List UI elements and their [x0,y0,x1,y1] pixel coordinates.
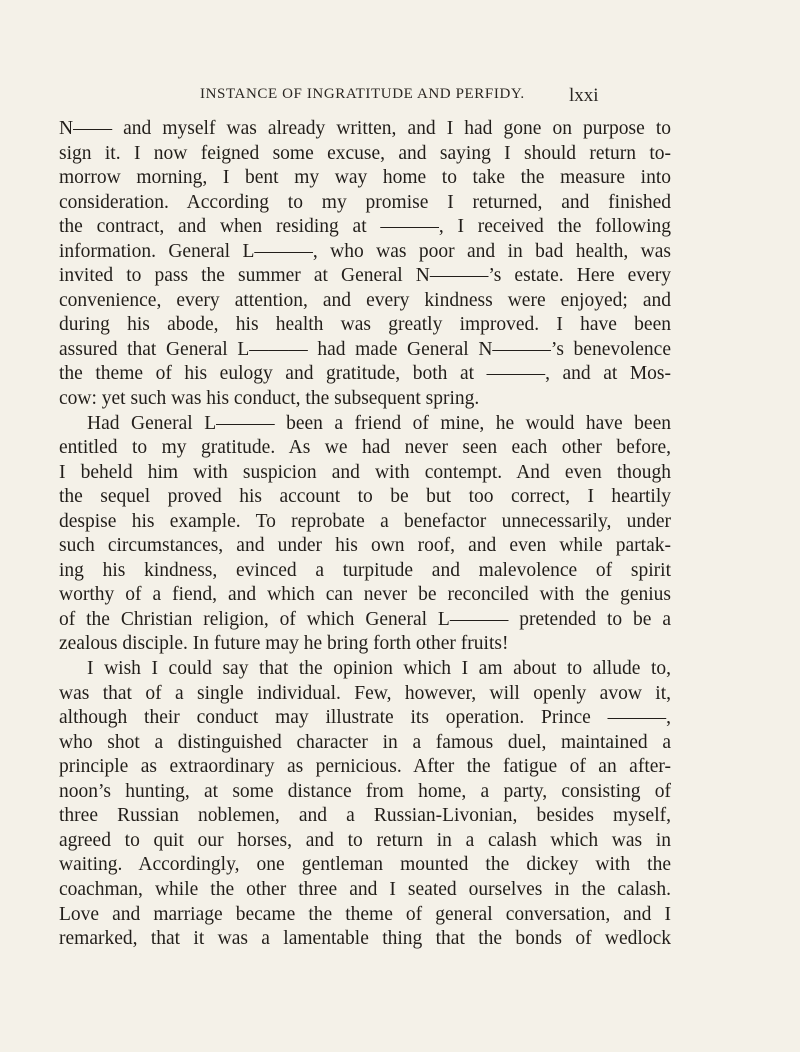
text-line: principle as extraordinary as pernicious. After the fatigue of an after- [59,756,671,778]
text-line: consideration. According to my promise I returned, and finished [59,191,671,213]
text-line: who shot a distinguished character in a famous duel, maintained a [59,731,671,753]
text-line: I beheld him with suspicion and with contempt. And even though [59,461,671,483]
text-line: N—— and myself was already written, and I had gone on purpose to [59,118,671,139]
text-line: the contract, and when residing at ———, I received the following [59,216,671,238]
text-line: zealous disciple. In future may he bring forth other fruits! [59,633,509,655]
text-line: the theme of his eulogy and gratitude, both at ———, and at Mos- [59,363,671,385]
text-line: information. General L———, who was poor and in bad health, was [59,240,671,262]
text-line: ing his kindness, evinced a turpitude and malevolence of spirit [59,559,671,581]
running-title: INSTANCE OF INGRATITUDE AND PERFIDY. [200,86,525,102]
text-line: I wish I could say that the opinion which I am about to allude to, [87,658,671,680]
text-line: despise his example. To reprobate a benefactor unnecessarily, under [59,510,671,532]
text-line: noon’s hunting, at some distance from home, a party, consisting of [59,780,671,802]
text-line: assured that General L——— had made General N———’s benevolence [59,338,671,360]
text-line: Love and marriage became the theme of general conversation, and I [59,903,671,925]
body-text [59,117,671,952]
text-line: sign it. I now feigned some excuse, and saying I should return to- [59,142,671,164]
text-line: was that of a single individual. Few, however, will openly avow it, [59,682,671,704]
text-line: such circumstances, and under his own roof, and even while partak- [59,535,671,557]
text-line: coachman, while the other three and I seated ourselves in the calash. [59,878,671,900]
text-line: morrow morning, I bent my way home to take the measure into [59,167,671,189]
text-line: invited to pass the summer at General N———’s estate. Here every [59,265,671,287]
text-line: entitled to my gratitude. As we had never seen each other before, [59,437,671,459]
text-line: although their conduct may illustrate its operation. Prince ———, [59,707,671,729]
page-number: lxxi [569,85,599,106]
text-line: three Russian noblemen, and a Russian-Livonian, besides myself, [59,805,671,827]
text-line: agreed to quit our horses, and to return in a calash which was in [59,829,671,851]
text-line: convenience, every attention, and every kindness were enjoyed; and [59,289,671,311]
text-line: during his abode, his health was greatly improved. I have been [59,314,671,336]
text-line: cow: yet such was his conduct, the subsequent spring. [59,388,480,410]
page-header [0,86,800,110]
text-line: Had General L——— been a friend of mine, he would have been [87,412,671,434]
text-line: of the Christian religion, of which General L——— pretended to be a [59,608,671,630]
text-line: the sequel proved his account to be but too correct, I heartily [59,486,671,508]
text-line: remarked, that it was a lamentable thing that the bonds of wedlock [59,928,671,950]
text-line: worthy of a fiend, and which can never be reconciled with the genius [59,584,671,606]
text-line: waiting. Accordingly, one gentleman mounted the dickey with the [59,854,671,876]
